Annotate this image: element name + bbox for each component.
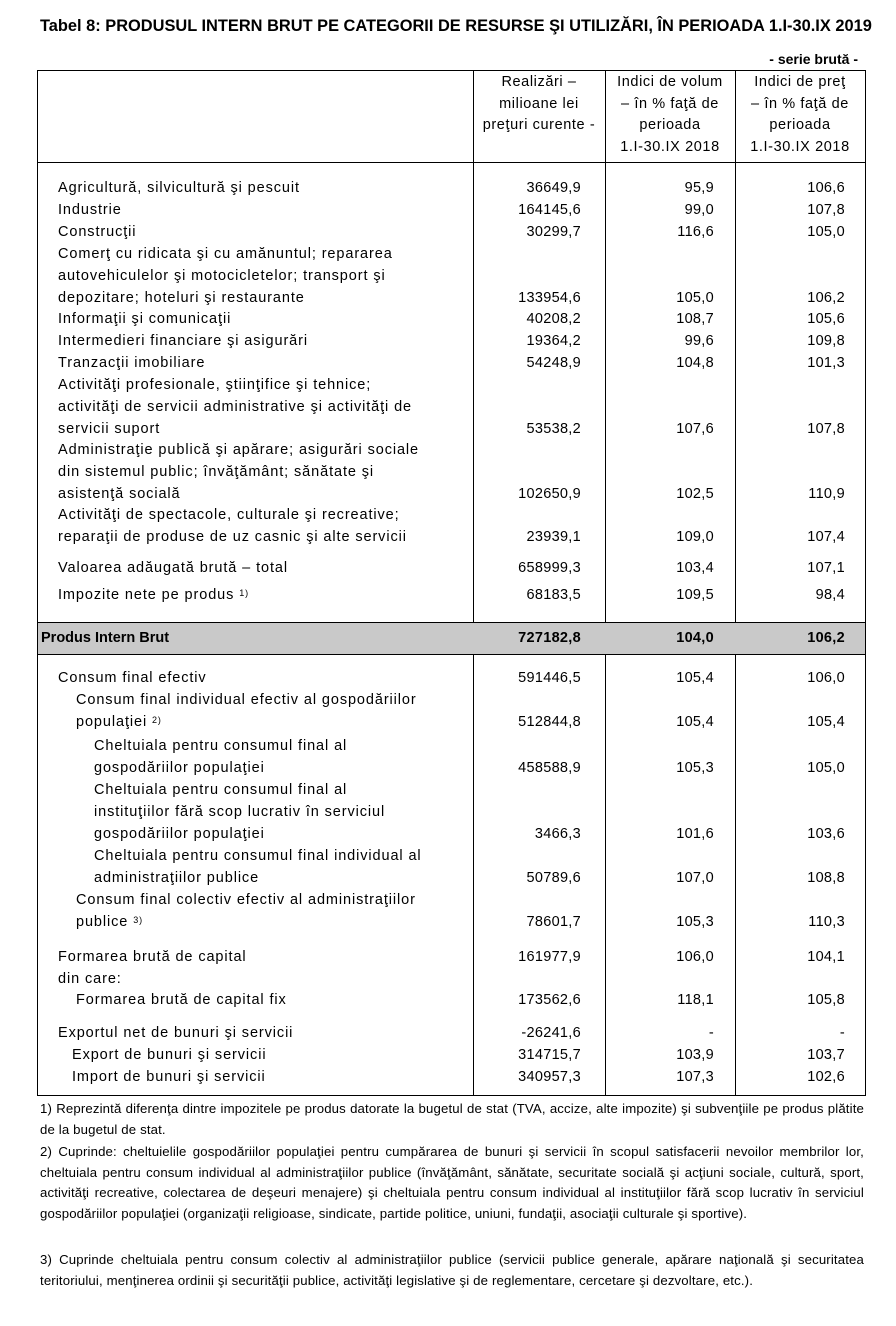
row-label bbox=[58, 178, 300, 200]
header-line: Indici de volum bbox=[617, 74, 723, 90]
volume-index-cell: 104,8 bbox=[676, 355, 714, 371]
footnote-marker: 2) bbox=[152, 714, 162, 725]
header-line: Realizări – bbox=[501, 74, 577, 90]
row-label-line: gospodăriilor populaţiei bbox=[94, 825, 265, 842]
price-index-cell: - bbox=[839, 1025, 845, 1041]
price-index-cell: 109,8 bbox=[807, 333, 845, 349]
header-line: – în % faţă de bbox=[621, 95, 719, 112]
row-label bbox=[58, 440, 419, 505]
price-index-cell: 105,0 bbox=[807, 759, 845, 776]
row-label-line: activităţi de servicii administrative şi activităţi de bbox=[58, 398, 413, 415]
volume-index-cell: 107,0 bbox=[676, 869, 714, 886]
row-label-line: populaţiei bbox=[76, 713, 148, 730]
row-label-line: Valoarea adăugată brută – total bbox=[58, 560, 288, 576]
volume-index-cell: 109,0 bbox=[676, 528, 714, 545]
row-label-line: Administraţie publică şi apărare; asigurări sociale bbox=[58, 442, 420, 458]
row-label-line: Formarea brută de capital fix bbox=[76, 992, 287, 1008]
gdp-price-index: 106,2 bbox=[807, 630, 845, 646]
value-cell: 102650,9 bbox=[518, 485, 581, 502]
footnote-marker: 3) bbox=[133, 914, 143, 925]
row-label-line: Comerţ cu ridicata şi cu amănuntul; repararea bbox=[58, 246, 393, 262]
row-label bbox=[58, 200, 122, 222]
row-label-line: depozitare; hoteluri şi restaurante bbox=[58, 289, 305, 306]
value-cell: 173562,6 bbox=[518, 992, 581, 1008]
volume-index-cell: 105,3 bbox=[676, 913, 714, 930]
row-label-line: asistenţă socială bbox=[58, 485, 181, 502]
price-index-cell: 105,4 bbox=[807, 713, 845, 730]
value-cell: 23939,1 bbox=[526, 528, 581, 545]
row-label-line: gospodăriilor populaţiei bbox=[94, 759, 265, 776]
volume-index-cell: 109,5 bbox=[676, 587, 714, 603]
row-label-line: Exportul net de bunuri şi servicii bbox=[58, 1025, 294, 1041]
volume-index-cell: 105,3 bbox=[676, 759, 714, 776]
row-label-line: din care: bbox=[58, 971, 122, 987]
price-index-cell: 101,3 bbox=[807, 355, 845, 371]
header-col-realizari bbox=[473, 72, 605, 162]
value-cell: 19364,2 bbox=[526, 333, 581, 349]
row-label-line: Cheltuiala pentru consumul final al bbox=[94, 738, 348, 754]
row-label-line: Construcţii bbox=[58, 224, 137, 240]
price-index-cell: 105,0 bbox=[807, 224, 845, 240]
price-index-cell: 107,4 bbox=[807, 528, 845, 545]
row-label bbox=[58, 969, 122, 991]
value-cell: 340957,3 bbox=[518, 1069, 581, 1085]
row-label-line: Agricultură, silvicultură şi pescuit bbox=[58, 180, 300, 196]
row-label bbox=[58, 668, 207, 690]
value-cell: 53538,2 bbox=[526, 420, 581, 437]
price-index-cell: 105,6 bbox=[807, 311, 845, 327]
row-label bbox=[58, 375, 412, 440]
row-label-line: Cheltuiala pentru consumul final individual al bbox=[94, 848, 422, 864]
row-label-line: publice bbox=[76, 913, 129, 930]
value-cell: 68183,5 bbox=[526, 587, 581, 603]
value-cell: 161977,9 bbox=[518, 949, 581, 965]
header-line: perioada bbox=[639, 117, 701, 133]
value-cell: 30299,7 bbox=[526, 224, 581, 240]
row-label bbox=[58, 558, 288, 580]
row-label bbox=[58, 222, 136, 244]
footnote-text: 3) Cuprinde cheltuiala pentru consum colectiv al administraţiilor publice (servicii publice generale, apărare naţională şi securitatea teritoriului, menţinerea ordinii şi securităţii publice, activităţi legislative şi de reglementare, cercetare şi dezvoltare, etc.). bbox=[40, 1252, 864, 1288]
row-label bbox=[72, 1045, 266, 1067]
column-divider bbox=[605, 71, 606, 1095]
value-cell: 591446,5 bbox=[518, 670, 581, 686]
price-index-cell: 105,8 bbox=[807, 992, 845, 1008]
value-cell: 314715,7 bbox=[518, 1047, 581, 1063]
footnote-1 bbox=[40, 1099, 864, 1140]
volume-index-cell: 108,7 bbox=[676, 311, 714, 327]
row-label bbox=[58, 947, 247, 969]
value-cell: -26241,6 bbox=[521, 1025, 581, 1041]
gdp-volume-index: 104,0 bbox=[676, 630, 714, 646]
row-label-line: servicii suport bbox=[58, 420, 161, 437]
value-cell: 78601,7 bbox=[526, 913, 581, 930]
row-label-line: Industrie bbox=[58, 202, 122, 218]
row-label-line: Tranzacţii imobiliare bbox=[58, 355, 206, 371]
row-label bbox=[94, 736, 347, 780]
price-index-cell: 103,7 bbox=[807, 1047, 845, 1063]
footnote-marker: 1) bbox=[239, 588, 250, 598]
value-cell: 36649,9 bbox=[526, 180, 581, 196]
data-table bbox=[37, 70, 866, 1096]
value-cell: 133954,6 bbox=[518, 289, 581, 306]
price-index-cell: 110,3 bbox=[808, 913, 845, 930]
volume-index-cell: 99,6 bbox=[684, 333, 714, 349]
price-index-cell: 106,6 bbox=[807, 180, 845, 196]
footnote-2 bbox=[40, 1142, 864, 1224]
value-cell: 50789,6 bbox=[526, 869, 581, 886]
volume-index-cell: 103,9 bbox=[676, 1047, 714, 1063]
price-index-cell: 107,1 bbox=[807, 560, 845, 576]
gdp-value: 727182,8 bbox=[518, 630, 581, 646]
header-col-price-index bbox=[735, 72, 865, 162]
row-label-line: Export de bunuri şi servicii bbox=[72, 1047, 267, 1063]
row-label-line: Activităţi profesionale, ştiinţifice şi tehnice; bbox=[58, 377, 372, 393]
volume-index-cell: 116,6 bbox=[677, 224, 714, 240]
row-label bbox=[76, 690, 417, 734]
price-index-cell: 106,0 bbox=[807, 670, 845, 686]
price-index-cell: 110,9 bbox=[808, 485, 845, 502]
row-label bbox=[58, 244, 393, 309]
header-line: perioada bbox=[769, 117, 831, 133]
row-label bbox=[58, 585, 249, 607]
price-index-cell: 104,1 bbox=[807, 949, 845, 965]
price-index-cell: 98,4 bbox=[815, 587, 845, 603]
price-index-cell: 102,6 bbox=[807, 1069, 845, 1085]
row-label-line: instituţiilor fără scop lucrativ în serviciul bbox=[94, 803, 386, 820]
volume-index-cell: 102,5 bbox=[676, 485, 714, 502]
volume-index-cell: 118,1 bbox=[677, 992, 714, 1008]
volume-index-cell: - bbox=[708, 1025, 714, 1041]
gdp-label: Produs Intern Brut bbox=[41, 630, 170, 646]
footnote-text: 1) Reprezintă diferenţa dintre impozitele pe produs datorate la bugetul de stat (TVA, accize, alte impozite) şi subvenţiile pe produs plătite de la bugetul de stat. bbox=[40, 1101, 864, 1137]
volume-index-cell: 105,0 bbox=[676, 289, 714, 306]
header-line: milioane lei bbox=[499, 95, 579, 112]
value-cell: 40208,2 bbox=[526, 311, 581, 327]
row-label-line: autovehiculelor şi motocicletelor; transport şi bbox=[58, 267, 386, 284]
volume-index-cell: 101,6 bbox=[676, 825, 714, 842]
row-label-line: Intermedieri financiare şi asigurări bbox=[58, 333, 308, 349]
volume-index-cell: 107,6 bbox=[676, 420, 714, 437]
value-cell: 658999,3 bbox=[518, 560, 581, 576]
row-label bbox=[76, 890, 416, 934]
row-label bbox=[58, 1023, 293, 1045]
series-note: - serie brută - bbox=[769, 51, 858, 67]
volume-index-cell: 105,4 bbox=[676, 670, 714, 686]
volume-index-cell: 95,9 bbox=[684, 180, 714, 196]
price-index-cell: 106,2 bbox=[807, 289, 845, 306]
header-line: 1.I-30.IX 2018 bbox=[620, 138, 720, 155]
row-label-line: Activităţi de spectacole, culturale şi recreative; bbox=[58, 507, 400, 523]
row-label bbox=[58, 353, 205, 375]
price-index-cell: 108,8 bbox=[807, 869, 845, 886]
row-label-line: Informaţii şi comunicaţii bbox=[58, 311, 232, 327]
row-label bbox=[94, 780, 385, 845]
footnote-3 bbox=[40, 1250, 864, 1291]
row-label bbox=[76, 990, 287, 1012]
row-label-line: Consum final individual efectiv al gospodăriilor bbox=[76, 692, 417, 708]
row-label-line: reparaţii de produse de uz casnic şi alte servicii bbox=[58, 528, 407, 545]
header-col-volume-index bbox=[605, 72, 735, 162]
volume-index-cell: 99,0 bbox=[684, 202, 714, 218]
row-label-line: Cheltuiala pentru consumul final al bbox=[94, 782, 348, 798]
table-title: Tabel 8: PRODUSUL INTERN BRUT PE CATEGORII DE RESURSE ŞI UTILIZĂRI, ÎN PERIOADA 1.I-30.IX 2019 bbox=[40, 17, 872, 35]
row-label-line: Consum final efectiv bbox=[58, 670, 207, 686]
header-divider bbox=[38, 162, 865, 163]
row-label-line: Impozite nete pe produs bbox=[58, 587, 235, 603]
row-label-line: Consum final colectiv efectiv al administraţiilor bbox=[76, 892, 416, 908]
value-cell: 512844,8 bbox=[518, 713, 581, 730]
header-line: 1.I-30.IX 2018 bbox=[750, 138, 850, 155]
row-label bbox=[72, 1067, 266, 1089]
row-label-line: din sistemul public; învăţământ; sănătate şi bbox=[58, 463, 375, 480]
price-index-cell: 107,8 bbox=[807, 202, 845, 218]
row-label bbox=[94, 846, 422, 890]
price-index-cell: 103,6 bbox=[807, 825, 845, 842]
header-line: Indici de preţ bbox=[754, 74, 846, 90]
value-cell: 3466,3 bbox=[534, 825, 581, 842]
row-label-line: Formarea brută de capital bbox=[58, 949, 247, 965]
volume-index-cell: 107,3 bbox=[676, 1069, 714, 1085]
volume-index-cell: 103,4 bbox=[676, 560, 714, 576]
header-line: – în % faţă de bbox=[751, 95, 849, 112]
row-label-line: Import de bunuri şi servicii bbox=[72, 1069, 266, 1085]
volume-index-cell: 105,4 bbox=[676, 713, 714, 730]
price-index-cell: 107,8 bbox=[807, 420, 845, 437]
row-label-line: administraţiilor publice bbox=[94, 869, 260, 886]
row-label bbox=[58, 505, 407, 549]
value-cell: 54248,9 bbox=[526, 355, 581, 371]
value-cell: 458588,9 bbox=[518, 759, 581, 776]
column-divider bbox=[473, 71, 474, 1095]
header-line: preţuri curente - bbox=[482, 117, 596, 133]
value-cell: 164145,6 bbox=[518, 202, 581, 218]
row-label bbox=[58, 309, 231, 331]
column-divider bbox=[735, 71, 736, 1095]
footnote-text: 2) Cuprinde: cheltuielile gospodăriilor populaţiei pentru cumpărarea de bunuri şi servicii în scopul satisfacerii nevoilor membrilor lor, cheltuiala pentru consum individual al administraţiilor publice (învăţământ, sănătate, securitate socială şi acţiuni sociale, cultură, sport, activităţi recreative, colectarea de deşeuri menajere) şi cheltuiala pentru consum individual al instituţiilor fără scop lucrativ în serviciul gospodăriilor populaţiei (organizaţii religioase, sindicate, partide politice, uniuni, fundaţii, asociaţii culturale şi sportive). bbox=[40, 1144, 864, 1221]
volume-index-cell: 106,0 bbox=[676, 949, 714, 965]
row-label bbox=[58, 331, 308, 353]
